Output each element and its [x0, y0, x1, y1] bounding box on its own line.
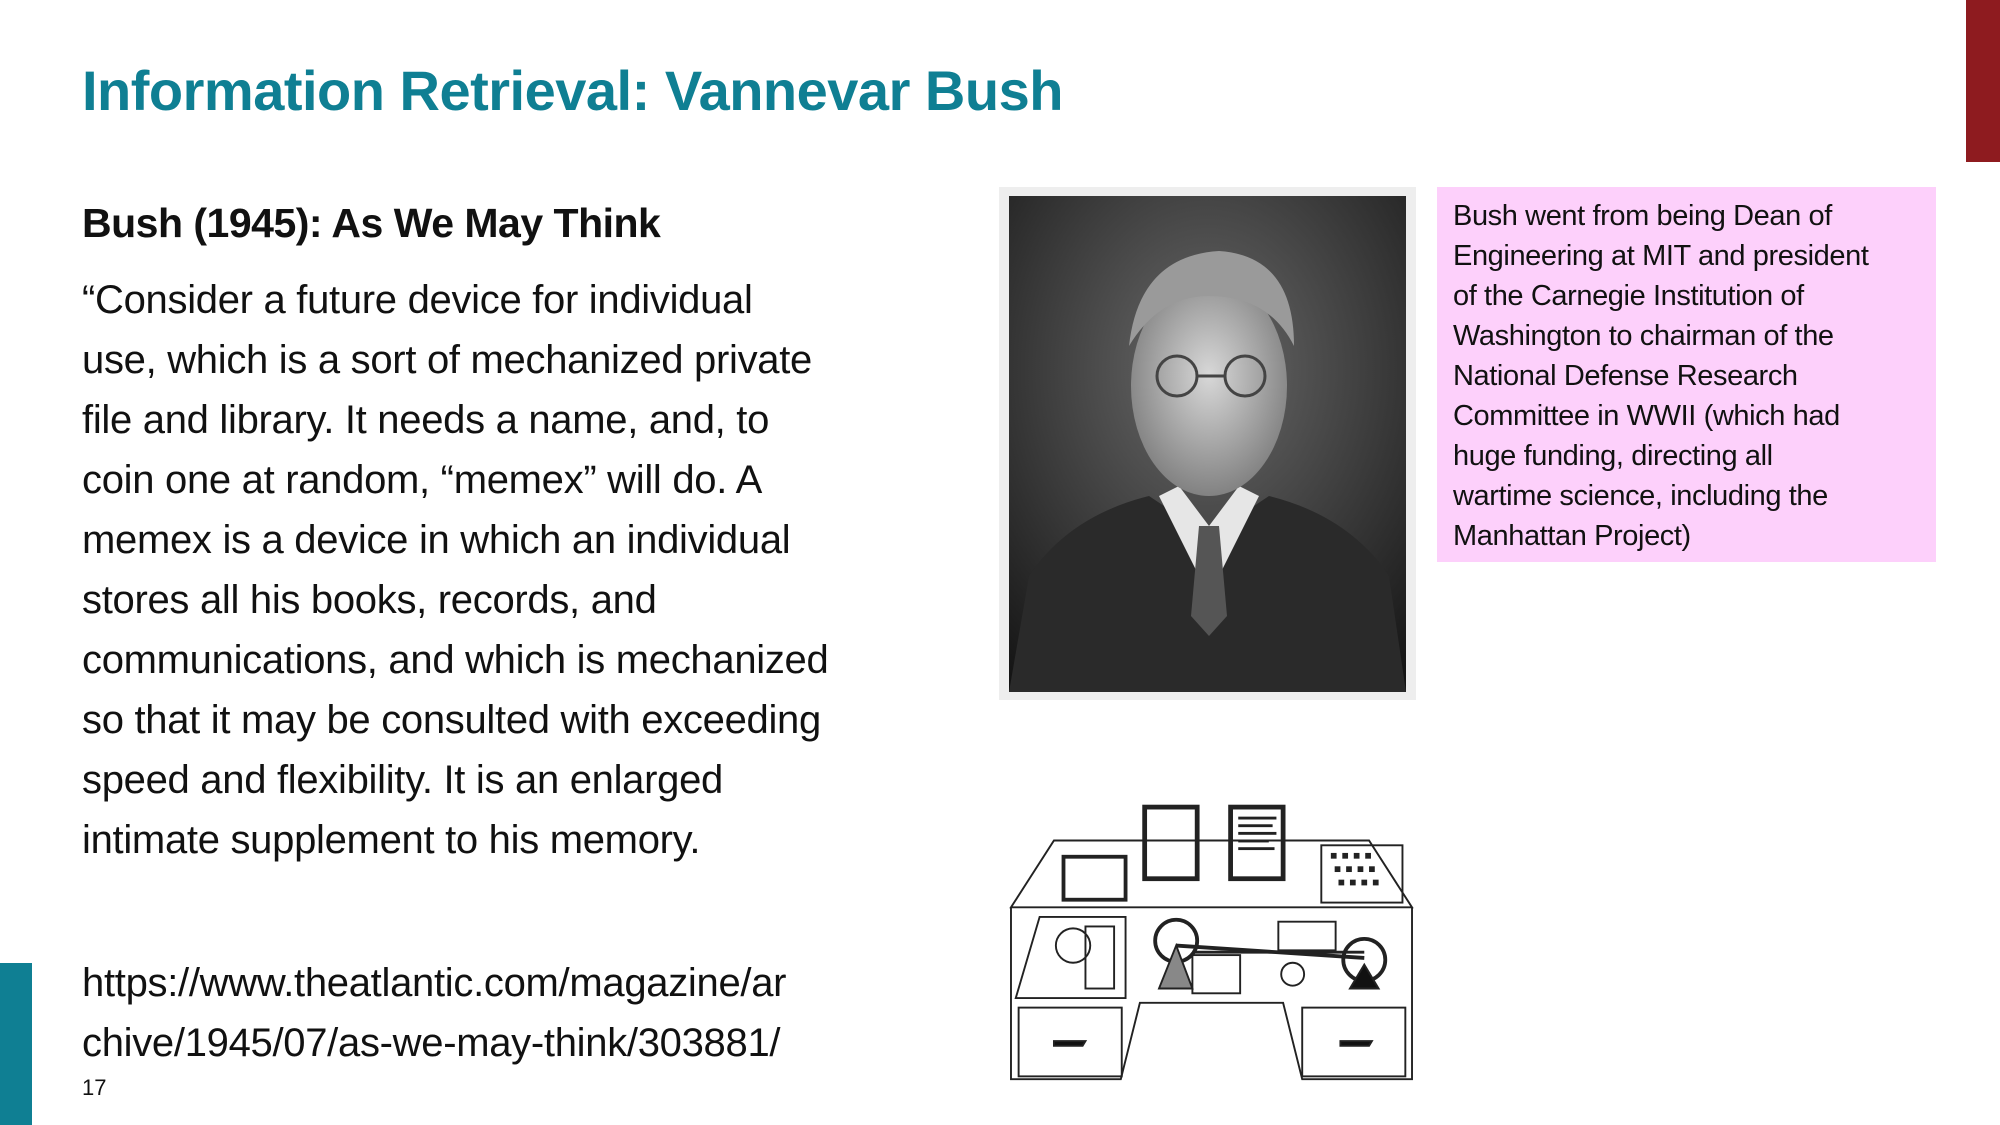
url-line[interactable]: https://www.theatlantic.com/magazine/ar [82, 961, 787, 1005]
quote-line: memex is a device in which an individual [82, 518, 791, 562]
url-line[interactable]: chive/1945/07/as-we-may-think/303881/ [82, 1021, 781, 1065]
quote-line: so that it may be consulted with exceeding [82, 698, 821, 742]
note-line: wartime science, including the [1453, 480, 1828, 512]
note-line: Washington to chairman of the [1453, 320, 1834, 352]
portrait-image [1009, 196, 1406, 692]
note-line: Engineering at MIT and president [1453, 240, 1869, 272]
accent-bar-bottom-left [0, 963, 32, 1125]
note-line: huge funding, directing all [1453, 440, 1773, 472]
quote-line: coin one at random, “memex” will do. A [82, 458, 763, 502]
quote-line: file and library. It needs a name, and, to [82, 398, 770, 442]
accent-bar-top-right [1966, 0, 2000, 162]
note-line: Bush went from being Dean of [1453, 200, 1832, 232]
page-number: 17 [82, 1075, 107, 1100]
memex-desk-illustration [1001, 788, 1422, 1084]
quote-line: speed and flexibility. It is an enlarged [82, 758, 723, 802]
bio-note-box [1437, 187, 1936, 562]
quote-line: “Consider a future device for individual [82, 278, 753, 322]
note-line: National Defense Research [1453, 360, 1798, 392]
quote-line: communications, and which is mechanized [82, 638, 829, 682]
source-url[interactable] [82, 953, 786, 1073]
quote-line: use, which is a sort of mechanized private [82, 338, 812, 382]
quote-text [82, 270, 828, 870]
note-line: Manhattan Project) [1453, 520, 1691, 552]
note-line: Committee in WWII (which had [1453, 400, 1840, 432]
quote-line: stores all his books, records, and [82, 578, 657, 622]
note-line: of the Carnegie Institution of [1453, 280, 1804, 312]
quote-line: intimate supplement to his memory. [82, 818, 701, 862]
vannevar-bush-photo [999, 187, 1416, 700]
subheading: Bush (1945): As We May Think [82, 200, 661, 246]
slide-title: Information Retrieval: Vannevar Bush [82, 59, 1063, 122]
